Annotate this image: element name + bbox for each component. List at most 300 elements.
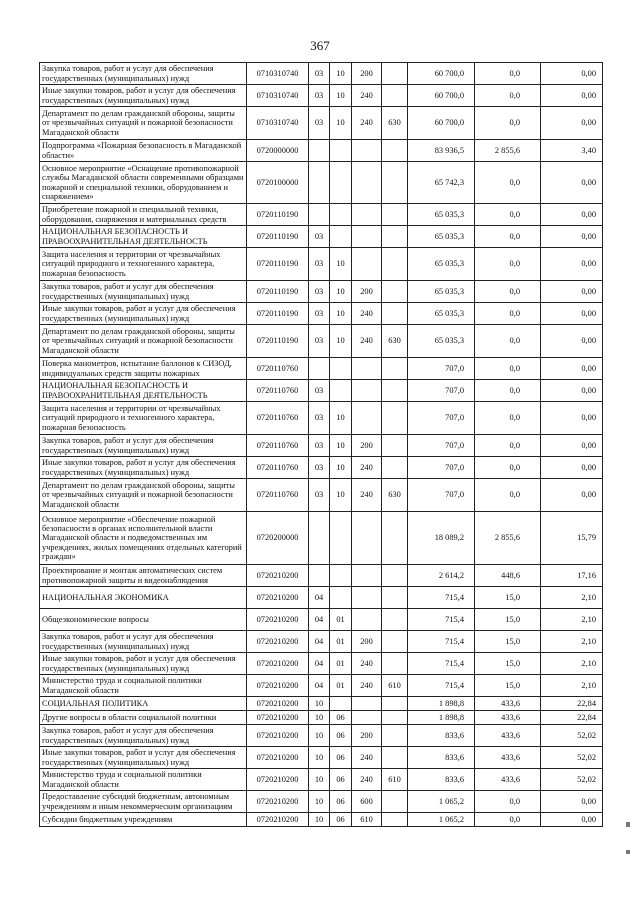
ministry-code [382,380,408,402]
table-row [40,813,603,827]
expense-type [352,248,382,281]
subsection-code: 01 [330,675,352,697]
planned-amount: 833,6 [408,747,475,769]
percent-executed: 0,00 [541,281,603,303]
target-code: 0720110190 [247,248,309,281]
table-row [40,609,603,631]
target-code: 0720210200 [247,791,309,813]
table-row [40,85,603,107]
percent-executed: 0,00 [541,358,603,380]
row-name: Проектирование и монтаж автоматических систем противопожарной защиты и видеонаблюдения [40,565,247,587]
executed-amount: 0,0 [475,813,541,827]
expense-type: 200 [352,63,382,85]
executed-amount: 0,0 [475,435,541,457]
subsection-code: 06 [330,813,352,827]
table-row [40,631,603,653]
percent-executed: 52,02 [541,769,603,791]
row-name: Иные закупки товаров, работ и услуг для обеспечения государственных (муниципальных) нужд [40,653,247,675]
planned-amount: 1 898,8 [408,697,475,711]
subsection-code: 06 [330,769,352,791]
target-code: 0720210200 [247,711,309,725]
executed-amount: 0,0 [475,791,541,813]
table-row [40,653,603,675]
section-code: 04 [309,675,330,697]
section-code: 10 [309,697,330,711]
section-code [309,565,330,587]
executed-amount: 0,0 [475,107,541,140]
row-name: Другие вопросы в области социальной политики [40,711,247,725]
subsection-code: 10 [330,63,352,85]
expense-type [352,204,382,226]
table-row [40,711,603,725]
row-name: Основное мероприятие «Обеспечение пожарной безопасности в органах исполнительной власти Магаданской области и подведомственных им учреждениях, жилых помещениях отдельных категорий граждан» [40,512,247,565]
ministry-code: 610 [382,675,408,697]
ministry-code [382,303,408,325]
expense-type: 240 [352,653,382,675]
planned-amount: 707,0 [408,402,475,435]
target-code: 0720210200 [247,813,309,827]
target-code: 0710310740 [247,107,309,140]
row-name: Департамент по делам гражданской обороны, защиты от чрезвычайных ситуаций и пожарной безопасности Магаданской области [40,479,247,512]
ministry-code [382,226,408,248]
subsection-code: 10 [330,281,352,303]
planned-amount: 65 035,3 [408,204,475,226]
row-name: НАЦИОНАЛЬНАЯ БЕЗОПАСНОСТЬ И ПРАВООХРАНИТЕЛЬНАЯ ДЕЯТЕЛЬНОСТЬ [40,226,247,248]
expense-type: 240 [352,303,382,325]
percent-executed: 2,10 [541,653,603,675]
ministry-code: 630 [382,325,408,358]
target-code: 0720110190 [247,281,309,303]
expense-type: 240 [352,85,382,107]
section-code: 10 [309,791,330,813]
scan-edge-mark [626,850,630,854]
expense-type: 240 [352,457,382,479]
executed-amount: 0,0 [475,162,541,204]
target-code: 0720210200 [247,653,309,675]
ministry-code [382,725,408,747]
table-row [40,162,603,204]
table-row [40,226,603,248]
section-code: 04 [309,631,330,653]
section-code [309,140,330,162]
table-row [40,565,603,587]
subsection-code: 06 [330,725,352,747]
executed-amount: 15,0 [475,587,541,609]
section-code: 03 [309,479,330,512]
planned-amount: 65 035,3 [408,248,475,281]
planned-amount: 60 700,0 [408,63,475,85]
percent-executed: 0,00 [541,380,603,402]
expense-type [352,226,382,248]
row-name: Закупка товаров, работ и услуг для обеспечения государственных (муниципальных) нужд [40,63,247,85]
table-row [40,402,603,435]
table-row [40,107,603,140]
planned-amount: 65 742,3 [408,162,475,204]
subsection-code [330,512,352,565]
expense-type: 240 [352,675,382,697]
row-name: Защита населения и территории от чрезвычайных ситуаций природного и техногенного характера, пожарная безопасность [40,248,247,281]
subsection-code: 10 [330,402,352,435]
planned-amount: 715,4 [408,609,475,631]
row-name: Иные закупки товаров, работ и услуг для обеспечения государственных (муниципальных) нужд [40,747,247,769]
executed-amount: 15,0 [475,609,541,631]
row-name: Предоставление субсидий бюджетным, автономным учреждениям и иным некоммерческим организациям [40,791,247,813]
section-code: 03 [309,281,330,303]
executed-amount: 0,0 [475,63,541,85]
table-row [40,325,603,358]
percent-executed: 22,84 [541,697,603,711]
target-code: 0720110760 [247,457,309,479]
expense-type [352,402,382,435]
planned-amount: 707,0 [408,358,475,380]
row-name: Иные закупки товаров, работ и услуг для обеспечения государственных (муниципальных) нужд [40,85,247,107]
section-code: 03 [309,457,330,479]
subsection-code [330,380,352,402]
ministry-code [382,609,408,631]
section-code: 10 [309,711,330,725]
table-row [40,769,603,791]
planned-amount: 1 065,2 [408,791,475,813]
expense-type: 240 [352,747,382,769]
percent-executed: 0,00 [541,85,603,107]
expense-type [352,711,382,725]
executed-amount: 0,0 [475,248,541,281]
subsection-code: 01 [330,653,352,675]
subsection-code: 10 [330,303,352,325]
target-code: 0710310740 [247,63,309,85]
expense-type: 240 [352,107,382,140]
target-code: 0720210200 [247,675,309,697]
percent-executed: 0,00 [541,226,603,248]
table-row [40,587,603,609]
executed-amount: 15,0 [475,653,541,675]
percent-executed: 22,84 [541,711,603,725]
target-code: 0720210200 [247,631,309,653]
row-name: Иные закупки товаров, работ и услуг для обеспечения государственных (муниципальных) нужд [40,457,247,479]
section-code: 03 [309,303,330,325]
percent-executed: 0,00 [541,402,603,435]
planned-amount: 1 065,2 [408,813,475,827]
ministry-code [382,457,408,479]
table-row [40,380,603,402]
planned-amount: 707,0 [408,380,475,402]
row-name: Приобретение пожарной и специальной техники, оборудования, снаряжения и материальных средств [40,204,247,226]
executed-amount: 0,0 [475,85,541,107]
expense-type [352,162,382,204]
target-code: 0720210200 [247,609,309,631]
section-code: 10 [309,725,330,747]
section-code [309,358,330,380]
planned-amount: 1 898,8 [408,711,475,725]
table-row [40,435,603,457]
row-name: Закупка товаров, работ и услуг для обеспечения государственных (муниципальных) нужд [40,631,247,653]
row-name: Министерство труда и социальной политики Магаданской области [40,769,247,791]
row-name: Департамент по делам гражданской обороны, защиты от чрезвычайных ситуаций и пожарной безопасности Магаданской области [40,107,247,140]
ministry-code [382,813,408,827]
planned-amount: 707,0 [408,457,475,479]
target-code: 0720210200 [247,587,309,609]
section-code: 03 [309,435,330,457]
subsection-code: 10 [330,325,352,358]
planned-amount: 60 700,0 [408,85,475,107]
table-row [40,791,603,813]
executed-amount: 2 855,6 [475,140,541,162]
planned-amount: 715,4 [408,653,475,675]
row-name: Закупка товаров, работ и услуг для обеспечения государственных (муниципальных) нужд [40,725,247,747]
percent-executed: 0,00 [541,813,603,827]
expense-type: 200 [352,631,382,653]
ministry-code [382,281,408,303]
subsection-code [330,204,352,226]
percent-executed: 17,16 [541,565,603,587]
percent-executed: 0,00 [541,204,603,226]
target-code: 0720110760 [247,380,309,402]
ministry-code [382,162,408,204]
ministry-code [382,631,408,653]
percent-executed: 2,10 [541,631,603,653]
section-code: 03 [309,380,330,402]
target-code: 0720000000 [247,140,309,162]
subsection-code [330,565,352,587]
section-code: 04 [309,653,330,675]
table-row [40,63,603,85]
expense-type: 240 [352,479,382,512]
target-code: 0720110190 [247,325,309,358]
expense-type: 200 [352,725,382,747]
percent-executed: 3,40 [541,140,603,162]
subsection-code [330,226,352,248]
expense-type [352,358,382,380]
ministry-code [382,565,408,587]
row-name: Закупка товаров, работ и услуг для обеспечения государственных (муниципальных) нужд [40,435,247,457]
subsection-code: 01 [330,609,352,631]
planned-amount: 65 035,3 [408,303,475,325]
percent-executed: 0,00 [541,248,603,281]
expense-type [352,565,382,587]
planned-amount: 833,6 [408,725,475,747]
executed-amount: 0,0 [475,402,541,435]
ministry-code [382,697,408,711]
expense-type [352,609,382,631]
subsection-code: 10 [330,457,352,479]
executed-amount: 433,6 [475,697,541,711]
row-name: Субсидии бюджетным учреждениям [40,813,247,827]
planned-amount: 18 089,2 [408,512,475,565]
planned-amount: 65 035,3 [408,325,475,358]
subsection-code [330,697,352,711]
target-code: 0720110190 [247,303,309,325]
row-name: Основное мероприятие «Оснащение противопожарной службы Магаданской области современными образцами пожарной и специальной техники, оборудованием и снаряжением» [40,162,247,204]
row-name: Закупка товаров, работ и услуг для обеспечения государственных (муниципальных) нужд [40,281,247,303]
planned-amount: 707,0 [408,479,475,512]
planned-amount: 715,4 [408,631,475,653]
section-code: 03 [309,226,330,248]
budget-table [39,62,603,827]
subsection-code: 10 [330,85,352,107]
executed-amount: 0,0 [475,325,541,358]
row-name: СОЦИАЛЬНАЯ ПОЛИТИКА [40,697,247,711]
executed-amount: 433,6 [475,725,541,747]
ministry-code [382,204,408,226]
percent-executed: 52,02 [541,747,603,769]
ministry-code: 630 [382,479,408,512]
ministry-code [382,63,408,85]
ministry-code [382,85,408,107]
planned-amount: 2 614,2 [408,565,475,587]
ministry-code: 610 [382,769,408,791]
section-code: 03 [309,107,330,140]
subsection-code: 10 [330,248,352,281]
table-row [40,140,603,162]
planned-amount: 65 035,3 [408,226,475,248]
percent-executed: 0,00 [541,162,603,204]
page-number: 367 [310,38,330,53]
target-code: 0720100000 [247,162,309,204]
planned-amount: 715,4 [408,675,475,697]
ministry-code [382,747,408,769]
percent-executed: 2,10 [541,609,603,631]
ministry-code [382,711,408,725]
scan-edge-mark [626,822,630,827]
target-code: 0720110760 [247,435,309,457]
row-name: НАЦИОНАЛЬНАЯ ЭКОНОМИКА [40,587,247,609]
percent-executed: 0,00 [541,325,603,358]
executed-amount: 448,6 [475,565,541,587]
table-row [40,479,603,512]
section-code: 03 [309,63,330,85]
planned-amount: 65 035,3 [408,281,475,303]
expense-type: 240 [352,325,382,358]
section-code: 03 [309,85,330,107]
ministry-code [382,435,408,457]
executed-amount: 15,0 [475,675,541,697]
planned-amount: 60 700,0 [408,107,475,140]
table-row [40,358,603,380]
percent-executed: 2,10 [541,675,603,697]
ministry-code [382,791,408,813]
planned-amount: 707,0 [408,435,475,457]
row-name: НАЦИОНАЛЬНАЯ БЕЗОПАСНОСТЬ И ПРАВООХРАНИТЕЛЬНАЯ ДЕЯТЕЛЬНОСТЬ [40,380,247,402]
ministry-code: 630 [382,107,408,140]
subsection-code: 10 [330,107,352,140]
percent-executed: 0,00 [541,457,603,479]
percent-executed: 0,00 [541,107,603,140]
subsection-code: 10 [330,479,352,512]
row-name: Подпрограмма «Пожарная безопасность в Магаданской области» [40,140,247,162]
section-code: 04 [309,609,330,631]
expense-type [352,380,382,402]
expense-type: 200 [352,435,382,457]
target-code: 0710310740 [247,85,309,107]
table-row [40,303,603,325]
target-code: 0720110760 [247,358,309,380]
ministry-code [382,587,408,609]
table-row [40,512,603,565]
executed-amount: 433,6 [475,769,541,791]
expense-type [352,140,382,162]
executed-amount: 0,0 [475,358,541,380]
row-name: Общеэкономические вопросы [40,609,247,631]
percent-executed: 0,00 [541,63,603,85]
target-code: 0720210200 [247,697,309,711]
subsection-code: 06 [330,747,352,769]
ministry-code [382,512,408,565]
section-code: 03 [309,402,330,435]
planned-amount: 83 936,5 [408,140,475,162]
planned-amount: 833,6 [408,769,475,791]
ministry-code [382,653,408,675]
percent-executed: 2,10 [541,587,603,609]
target-code: 0720210200 [247,747,309,769]
table-row [40,747,603,769]
executed-amount: 0,0 [475,457,541,479]
executed-amount: 433,6 [475,711,541,725]
subsection-code [330,587,352,609]
subsection-code [330,140,352,162]
row-name: Защита населения и территории от чрезвычайных ситуаций природного и техногенного характера, пожарная безопасность [40,402,247,435]
executed-amount: 0,0 [475,281,541,303]
ministry-code [382,358,408,380]
executed-amount: 2 855,6 [475,512,541,565]
section-code [309,162,330,204]
expense-type: 240 [352,769,382,791]
table-row [40,697,603,711]
expense-type [352,512,382,565]
expense-type: 200 [352,281,382,303]
executed-amount: 15,0 [475,631,541,653]
planned-amount: 715,4 [408,587,475,609]
executed-amount: 0,0 [475,204,541,226]
percent-executed: 52,02 [541,725,603,747]
expense-type: 610 [352,813,382,827]
subsection-code [330,358,352,380]
section-code [309,512,330,565]
target-code: 0720110760 [247,479,309,512]
executed-amount: 0,0 [475,226,541,248]
row-name: Департамент по делам гражданской обороны, защиты от чрезвычайных ситуаций и пожарной безопасности Магаданской области [40,325,247,358]
executed-amount: 0,0 [475,380,541,402]
row-name: Министерство труда и социальной политики Магаданской области [40,675,247,697]
executed-amount: 0,0 [475,303,541,325]
section-code: 10 [309,769,330,791]
executed-amount: 433,6 [475,747,541,769]
section-code: 03 [309,325,330,358]
ministry-code [382,248,408,281]
section-code: 03 [309,248,330,281]
target-code: 0720110190 [247,204,309,226]
table-row [40,248,603,281]
section-code: 04 [309,587,330,609]
percent-executed: 0,00 [541,479,603,512]
section-code: 10 [309,747,330,769]
section-code [309,204,330,226]
subsection-code: 06 [330,711,352,725]
subsection-code [330,162,352,204]
table-row [40,725,603,747]
percent-executed: 15,79 [541,512,603,565]
subsection-code: 01 [330,631,352,653]
expense-type [352,697,382,711]
target-code: 0720210200 [247,769,309,791]
target-code: 0720110760 [247,402,309,435]
percent-executed: 0,00 [541,791,603,813]
table-row [40,204,603,226]
ministry-code [382,402,408,435]
executed-amount: 0,0 [475,479,541,512]
subsection-code: 06 [330,791,352,813]
target-code: 0720210200 [247,565,309,587]
subsection-code: 10 [330,435,352,457]
